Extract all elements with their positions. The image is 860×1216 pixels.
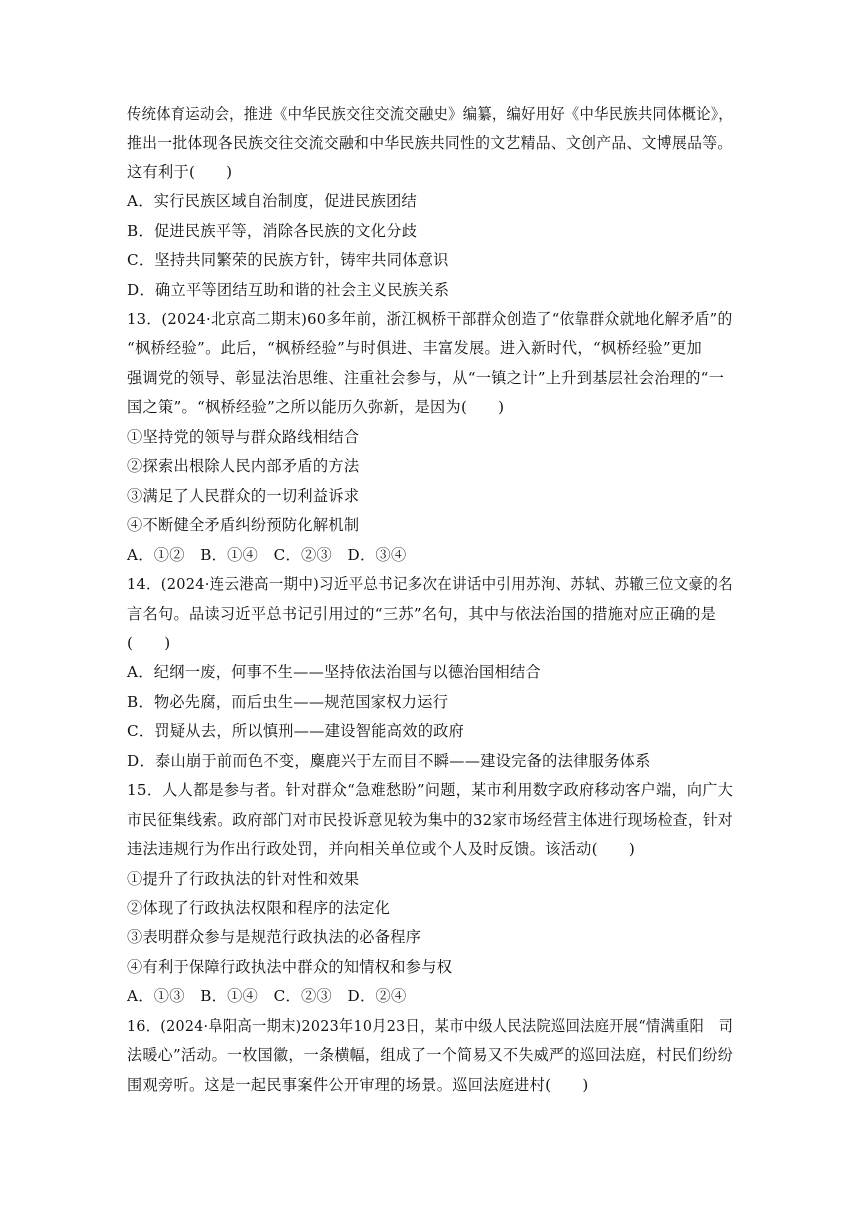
option-b: B．促进民族平等，消除各民族的文化分歧	[127, 222, 418, 240]
text-line: 这有利于( )	[127, 163, 233, 181]
text-line: 违法违规行为作出行政处罚，并向相关单位或个人及时反馈。该活动( )	[127, 840, 636, 858]
text-line: 言名句。品读习近平总书记引用过的“三苏”名句，其中与依法治国的措施对应正确的是	[127, 605, 717, 623]
question-16-stem: 16．(2024·阜阳高一期末)2023年10月23日，某市中级人民法院巡回法庭开展“情满重阳 司	[127, 1017, 734, 1035]
text-line: “枫桥经验”。此后，“枫桥经验”与时俱进、丰富发展。进入新时代，“枫桥经验”更加	[127, 339, 702, 357]
text-line: 法暖心”活动。一枚国徽，一条横幅，组成了一个简易又不失威严的巡回法庭，村民们纷纷	[127, 1046, 734, 1064]
question-13-stem: 13．(2024·北京高二期末)60多年前，浙江枫桥干部群众创造了“依靠群众就地化解矛盾”的	[127, 310, 733, 328]
option-d: D．确立平等团结互助和谐的社会主义民族关系	[127, 281, 450, 299]
text-line: 推出一批体现各民族交往交流交融和中华民族共同性的文艺精品、文创产品、文博展品等。	[127, 134, 733, 152]
question-15-stem: 15．人人都是参与者。针对群众“急难愁盼”问题，某市利用数字政府移动客户端，向广大	[127, 781, 734, 799]
text-line: 传统体育运动会，推进《中华民族交往交流交融史》编纂，编好用好《中华民族共同体概论》，	[127, 105, 733, 123]
text-line: 国之策”。“枫桥经验”之所以能历久弥新，是因为( )	[127, 398, 505, 416]
statement-3: ③满足了人民群众的一切利益诉求	[127, 487, 360, 505]
answer-options: A．①② B．①④ C．②③ D．③④	[127, 546, 407, 564]
statement-2: ②探索出根除人民内部矛盾的方法	[127, 457, 360, 475]
text-line: 强调党的领导、彰显法治思维、注重社会参与，从“一镇之计”上升到基层社会治理的“一	[127, 369, 725, 387]
answer-options: A．①③ B．①④ C．②③ D．②④	[127, 987, 407, 1005]
statement-4: ④有利于保障行政执法中群众的知情权和参与权	[127, 958, 453, 976]
statement-1: ①坚持党的领导与群众路线相结合	[127, 428, 360, 446]
option-b: B．物必先腐，而后虫生——规范国家权力运行	[127, 693, 449, 711]
statement-1: ①提升了行政执法的针对性和效果	[127, 870, 360, 888]
statement-4: ④不断健全矛盾纠纷预防化解机制	[127, 516, 360, 534]
question-14-stem: 14．(2024·连云港高一期中)习近平总书记多次在讲话中引用苏洵、苏轼、苏辙三位文豪的名	[127, 575, 733, 593]
text-line: 市民征集线索。政府部门对市民投诉意见较为集中的32家市场经营主体进行现场检查，针对	[127, 811, 733, 829]
statement-3: ③表明群众参与是规范行政执法的必备程序	[127, 928, 422, 946]
option-d: D．泰山崩于前而色不变，麋鹿兴于左而目不瞬——建设完备的法律服务体系	[127, 752, 651, 770]
option-c: C．坚持共同繁荣的民族方针，铸牢共同体意识	[127, 251, 449, 269]
option-a: A．实行民族区域自治制度，促进民族团结	[127, 192, 418, 210]
text-line: 围观旁听。这是一起民事案件公开审理的场景。巡回法庭进村( )	[127, 1076, 589, 1094]
text-line: ( )	[127, 634, 171, 652]
option-a: A．纪纲一废，何事不生——坚持依法治国与以德治国相结合	[127, 663, 541, 681]
option-c: C．罚疑从去，所以慎刑——建设智能高效的政府	[127, 722, 465, 740]
statement-2: ②体现了行政执法权限和程序的法定化	[127, 899, 391, 917]
